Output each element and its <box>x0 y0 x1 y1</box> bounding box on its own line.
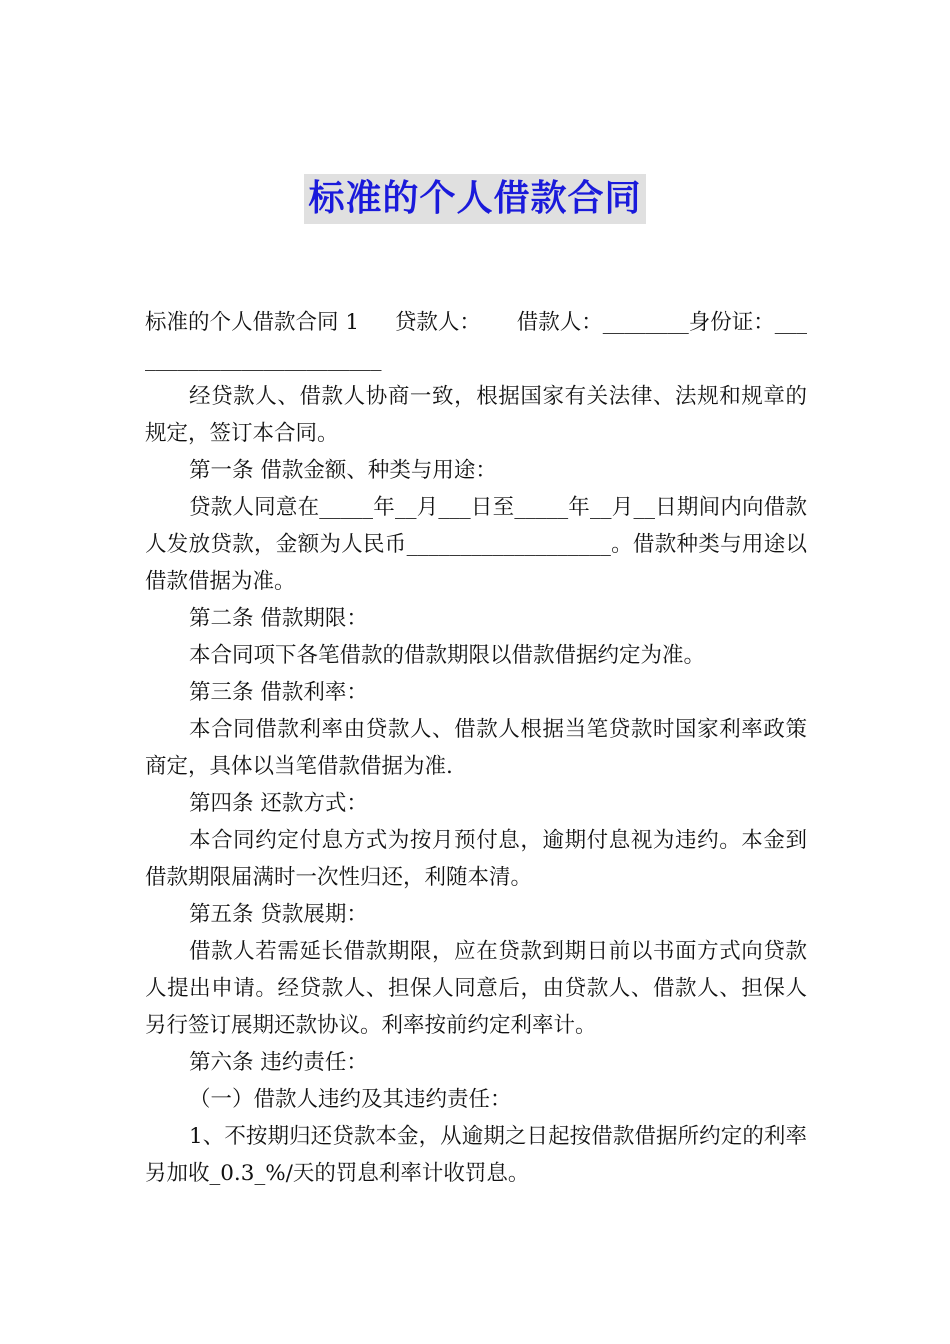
article-6-heading: 第六条 违约责任： <box>189 1050 368 1075</box>
id-continuation: ______________________ <box>145 347 382 372</box>
article-6-item-1: 1、不按期归还贷款本金，从逾期之日起按借款借据所约定的利率另加收_0.3_%/天的罚息利率计收罚息。 <box>145 1124 807 1186</box>
article-1-heading: 第一条 借款金额、种类与用途： <box>189 458 497 483</box>
article-2-body: 本合同项下各笔借款的借款期限以借款借据约定为准。 <box>189 643 706 668</box>
article-6-section-1: （一）借款人违约及其违约责任： <box>189 1087 512 1112</box>
article-2-heading: 第二条 借款期限： <box>189 606 368 631</box>
document-body <box>145 304 807 1192</box>
article-3-heading: 第三条 借款利率： <box>189 680 368 705</box>
article-3-body: 本合同借款利率由贷款人、借款人根据当笔贷款时国家利率政策商定，具体以当笔借款借据为准. <box>145 717 807 779</box>
borrower-label: 借款人：________身份证：___ <box>516 310 807 335</box>
header-line <box>145 304 807 341</box>
article-1-body: 贷款人同意在_____年__月___日至_____年__月__日期间内向借款人发放贷款，金额为人民币___________________。借款种类与用途以借款借据为准。 <box>145 495 807 594</box>
paragraph-intro: 经贷款人、借款人协商一致，根据国家有关法律、法规和规章的规定，签订本合同。 <box>145 384 807 446</box>
title-wrap <box>0 174 950 224</box>
document-title: 标准的个人借款合同 <box>304 174 645 224</box>
article-5-heading: 第五条 贷款展期： <box>189 902 368 927</box>
article-4-body: 本合同约定付息方式为按月预付息，逾期付息视为违约。本金到借款期限届满时一次性归还，利随本清。 <box>145 828 807 890</box>
article-4-heading: 第四条 还款方式： <box>189 791 368 816</box>
article-5-body: 借款人若需延长借款期限，应在贷款到期日前以书面方式向贷款人提出申请。经贷款人、担保人同意后，由贷款人、借款人、担保人另行签订展期还款协议。利率按前约定利率计。 <box>145 939 807 1038</box>
doc-reference: 标准的个人借款合同 1 <box>145 310 360 335</box>
lender-label: 贷款人： <box>394 310 481 335</box>
